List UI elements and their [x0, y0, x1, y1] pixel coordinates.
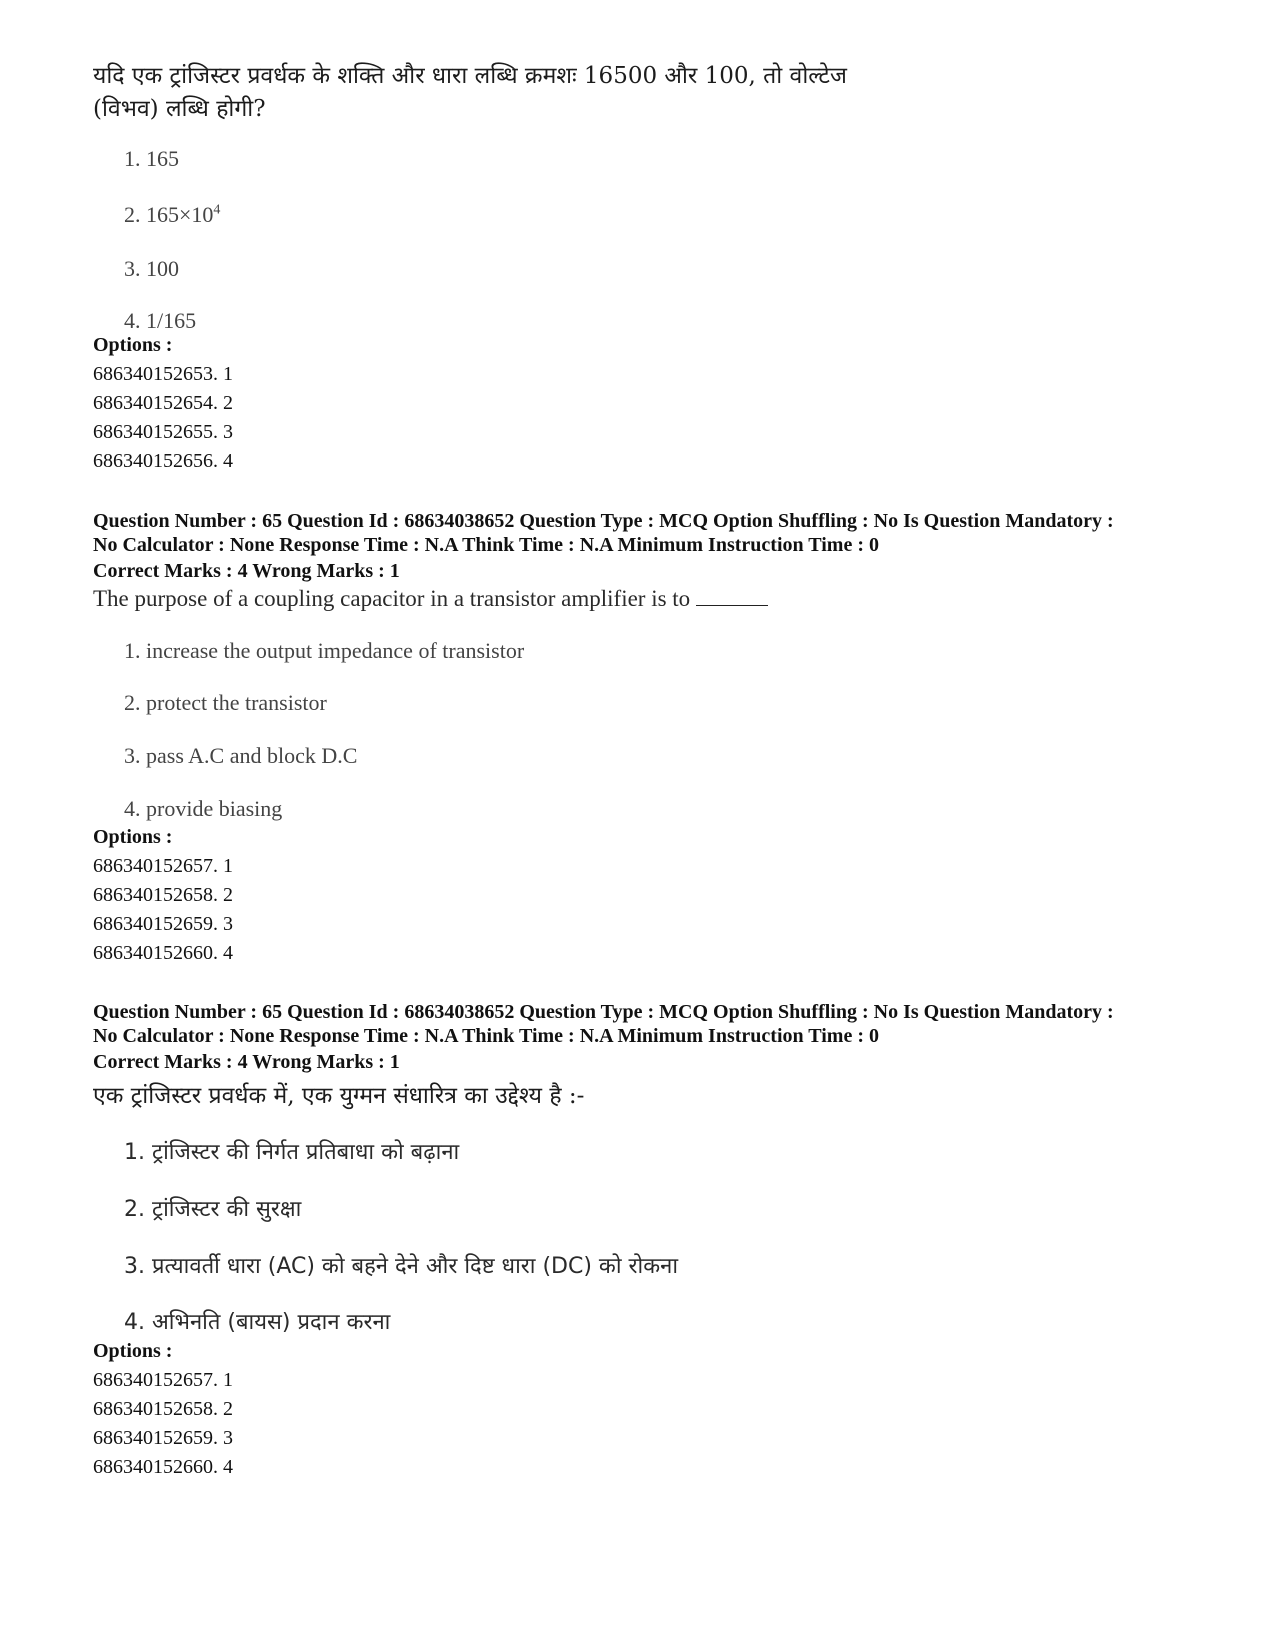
option-value: 2 — [223, 392, 233, 414]
option-id: 686340152659. — [93, 913, 218, 935]
choice-exponent: 4 — [213, 202, 221, 218]
options-list — [93, 360, 233, 476]
choice-text: protect the transistor — [146, 690, 327, 715]
choice-text: pass A.C and block D.C — [146, 743, 358, 768]
option-id: 686340152653. — [93, 363, 218, 385]
option-row — [93, 418, 233, 447]
choice-text: 1/165 — [146, 308, 197, 333]
options-list — [93, 1366, 233, 1482]
option-value: 1 — [223, 1369, 233, 1391]
option-row — [93, 360, 233, 389]
choice-4 — [124, 308, 196, 334]
option-id: 686340152654. — [93, 392, 218, 414]
question-text-english — [93, 584, 1233, 614]
choice-1 — [124, 1136, 459, 1166]
choice-2 — [124, 690, 327, 716]
option-value: 3 — [223, 421, 233, 443]
meta-line: No Calculator : None Response Time : N.A Think Time : N.A Minimum Instruction Time : 0 — [93, 1025, 879, 1047]
option-row — [93, 939, 233, 968]
marks-line: Correct Marks : 4 Wrong Marks : 1 — [93, 1051, 400, 1073]
choice-number: 4. — [124, 1310, 145, 1335]
choice-number: 3. — [124, 1254, 145, 1279]
option-row — [93, 881, 233, 910]
choice-1 — [124, 638, 524, 664]
option-id: 686340152656. — [93, 450, 218, 472]
choice-3 — [124, 1250, 678, 1280]
meta-line: Question Number : 65 Question Id : 68634038652 Question Type : MCQ Option Shuffling : No Is Question Mandatory : — [93, 1001, 1114, 1023]
options-label: Options : — [93, 1340, 173, 1362]
choice-number: 4. — [124, 308, 141, 333]
choice-text: ट्रांजिस्टर की निर्गत प्रतिबाधा को बढ़ाना — [152, 1140, 460, 1165]
meta-line: Question Number : 65 Question Id : 68634038652 Question Type : MCQ Option Shuffling : No Is Question Mandatory : — [93, 510, 1114, 532]
choice-number: 3. — [124, 256, 141, 281]
choice-4 — [124, 796, 282, 822]
options-label: Options : — [93, 334, 173, 356]
option-id: 686340152657. — [93, 855, 218, 877]
choice-text: 100 — [146, 256, 179, 281]
option-id: 686340152658. — [93, 1398, 218, 1420]
option-id: 686340152658. — [93, 884, 218, 906]
choice-number: 2. — [124, 1197, 145, 1222]
choice-number: 2. — [124, 690, 141, 715]
meta-line: No Calculator : None Response Time : N.A Think Time : N.A Minimum Instruction Time : 0 — [93, 534, 879, 556]
choice-1 — [124, 146, 179, 172]
choice-text: ट्रांजिस्टर की सुरक्षा — [152, 1197, 302, 1222]
choice-3 — [124, 743, 357, 769]
question-meta — [93, 509, 1243, 557]
choice-text: अभिनति (बायस) प्रदान करना — [152, 1310, 391, 1335]
option-value: 1 — [223, 855, 233, 877]
option-value: 4 — [223, 1456, 233, 1478]
choice-text: 165×10 — [146, 202, 214, 227]
option-row — [93, 1453, 233, 1482]
option-row — [93, 910, 233, 939]
option-value: 3 — [223, 1427, 233, 1449]
option-value: 4 — [223, 942, 233, 964]
choice-2 — [124, 1193, 301, 1223]
marks-line: Correct Marks : 4 Wrong Marks : 1 — [93, 560, 400, 582]
option-row — [93, 1424, 233, 1453]
question-text-hindi-1 — [93, 60, 1233, 126]
option-row — [93, 1366, 233, 1395]
options-label: Options : — [93, 826, 173, 848]
option-id: 686340152660. — [93, 1456, 218, 1478]
option-id: 686340152655. — [93, 421, 218, 443]
question-line: The purpose of a coupling capacitor in a transistor amplifier is to — [93, 586, 691, 611]
question-meta — [93, 1000, 1243, 1048]
option-row — [93, 1395, 233, 1424]
question-line: (विभव) लब्धि होगी? — [93, 96, 266, 122]
choice-number: 1. — [124, 638, 141, 663]
option-value: 1 — [223, 363, 233, 385]
question-line: यदि एक ट्रांजिस्टर प्रवर्धक के शक्ति और धारा लब्धि क्रमशः 16500 और 100, तो वोल्टेज — [93, 63, 847, 89]
choice-4 — [124, 1306, 390, 1336]
option-id: 686340152660. — [93, 942, 218, 964]
choice-2 — [124, 202, 220, 228]
options-list — [93, 852, 233, 968]
choice-number: 4. — [124, 796, 141, 821]
option-value: 2 — [223, 884, 233, 906]
choice-text: प्रत्यावर्ती धारा (AC) को बहने देने और दिष्ट धारा (DC) को रोकना — [152, 1254, 679, 1279]
option-row — [93, 852, 233, 881]
question-text-hindi-2 — [93, 1080, 1233, 1113]
answer-blank — [696, 587, 768, 606]
option-value: 3 — [223, 913, 233, 935]
choice-text: provide biasing — [146, 796, 283, 821]
choice-number: 1. — [124, 146, 141, 171]
choice-text: increase the output impedance of transistor — [146, 638, 525, 663]
choice-text: 165 — [146, 146, 179, 171]
choice-number: 1. — [124, 1140, 145, 1165]
option-row — [93, 389, 233, 418]
choice-number: 3. — [124, 743, 141, 768]
option-id: 686340152657. — [93, 1369, 218, 1391]
option-value: 2 — [223, 1398, 233, 1420]
choice-number: 2. — [124, 202, 141, 227]
option-id: 686340152659. — [93, 1427, 218, 1449]
choice-3 — [124, 256, 179, 282]
question-line: एक ट्रांजिस्टर प्रवर्धक में, एक युग्मन संधारित्र का उद्देश्य है :- — [93, 1083, 585, 1109]
option-value: 4 — [223, 450, 233, 472]
option-row — [93, 447, 233, 476]
